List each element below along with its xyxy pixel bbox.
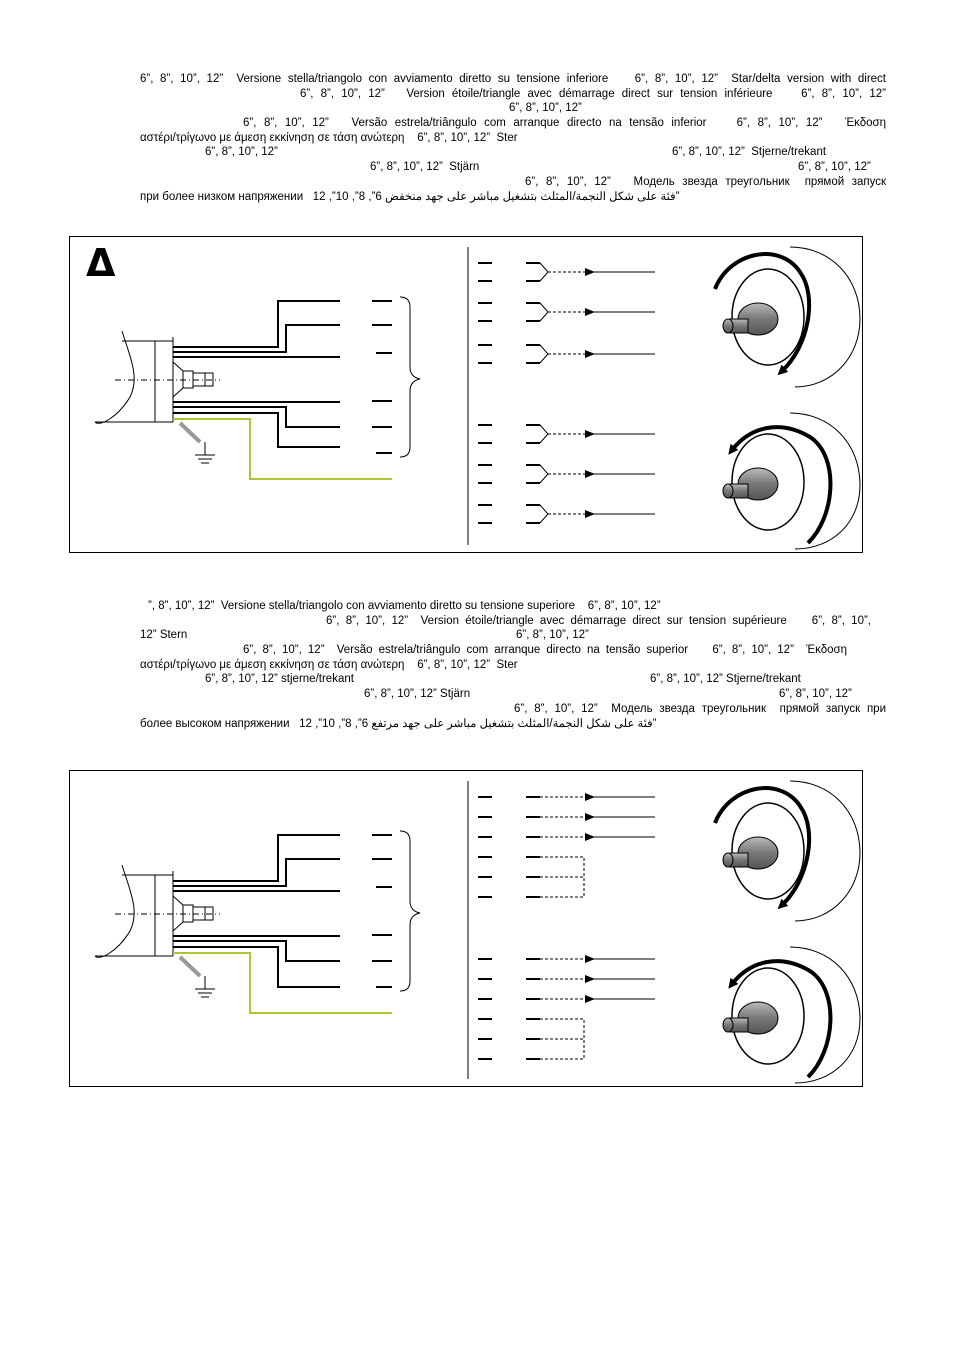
text-line: 6”, 8”, 10”, 12” [509,102,582,114]
text-line: 6”, 8”, 10”, 12” Version étoile/triangle avec démarrage direct sur tension supérieure 6”, 8”, 10”, [326,615,871,627]
wiring-diagram-graphic [70,237,862,552]
text-line: более высоком напряжении فئة على شكل النجمة/المثلث بتشغيل مباشر على جهد مرتفع 6”, 8”, 10”, 12” [140,718,657,730]
text-line: 6”, 8”, 10”, 12” Version étoile/triangle avec démarrage direct sur tension inférieure 6”, 8”, 10”, 12” [300,88,886,100]
text-line: αστέρι/τρίγωνο με άμεση εκκίνηση σε τάση ανώτερη 6”, 8”, 10”, 12” Ster [140,659,518,671]
text-line: 6”, 8”, 10”, 12” Versão estrela/triângulo com arranque directo na tensão superior 6”, 8”, 10”, 12” Έκδοση [243,644,847,656]
text-line: 6”, 8”, 10”, 12” stjerne/trekant [205,673,354,685]
wiring-diagram-delta [69,236,863,553]
text-line: 6”, 8”, 10”, 12” Versão estrela/triângulo com arranque directo na tensão inferior 6”, 8”, 10”, 12” Έκδοση [243,117,886,129]
wiring-diagram-star [69,770,863,1087]
rotation-clockwise-icon [715,247,860,387]
text-line: 6”, 8”, 10”, 12” Stjärn [370,161,480,173]
motor-side-view [95,247,468,545]
connection-terminals [478,263,655,523]
text-line: при более низком напряжении فئة على شكل النجمة/المثلث بتشغيل مباشر على جهد منخفض 6”, 8”, 10”, 12” [140,191,680,203]
text-line: 6”, 8”, 10”, 12” [205,146,278,158]
rotation-counterclockwise-icon [723,413,860,549]
text-line: 6”, 8”, 10”, 12” Stjerne/trekant [650,673,801,685]
text-line: 6”, 8”, 10”, 12” Stjärn [364,688,471,700]
text-line: 6”, 8”, 10”, 12” Stjerne/trekant [672,146,827,158]
delta-symbol: Δ [86,241,116,285]
connection-terminals [478,797,655,1059]
text-line: 6”, 8”, 10”, 12” Модель звезда треугольник прямой запуск [525,176,886,188]
rotation-counterclockwise-icon [723,947,860,1083]
text-line: 6”, 8”, 10”, 12” [779,688,852,700]
text-line: αστέρι/τρίγωνο με άμεση εκκίνηση σε τάση ανώτερη 6”, 8”, 10”, 12” Ster [140,132,518,144]
text-line: 6”, 8”, 10”, 12” [798,161,871,173]
text-line: 12” Stern [140,629,188,641]
wiring-diagram-graphic [70,771,862,1086]
text-line: ”, 8”, 10”, 12” Versione stella/triangolo con avviamento diretto su tensione superiore 6”, 8”, 10”, 12” [148,600,661,612]
motor-side-view [95,781,468,1079]
text-line: 6”, 8”, 10”, 12” Versione stella/triangolo con avviamento diretto su tensione inferiore 6”, 8”, 10”, 12” Star/delta version with direct [140,73,886,85]
text-line: 6”, 8”, 10”, 12” Модель звезда треугольник прямой запуск при [514,703,886,715]
text-line: 6”, 8”, 10”, 12” [516,629,589,641]
rotation-clockwise-icon [715,781,860,921]
